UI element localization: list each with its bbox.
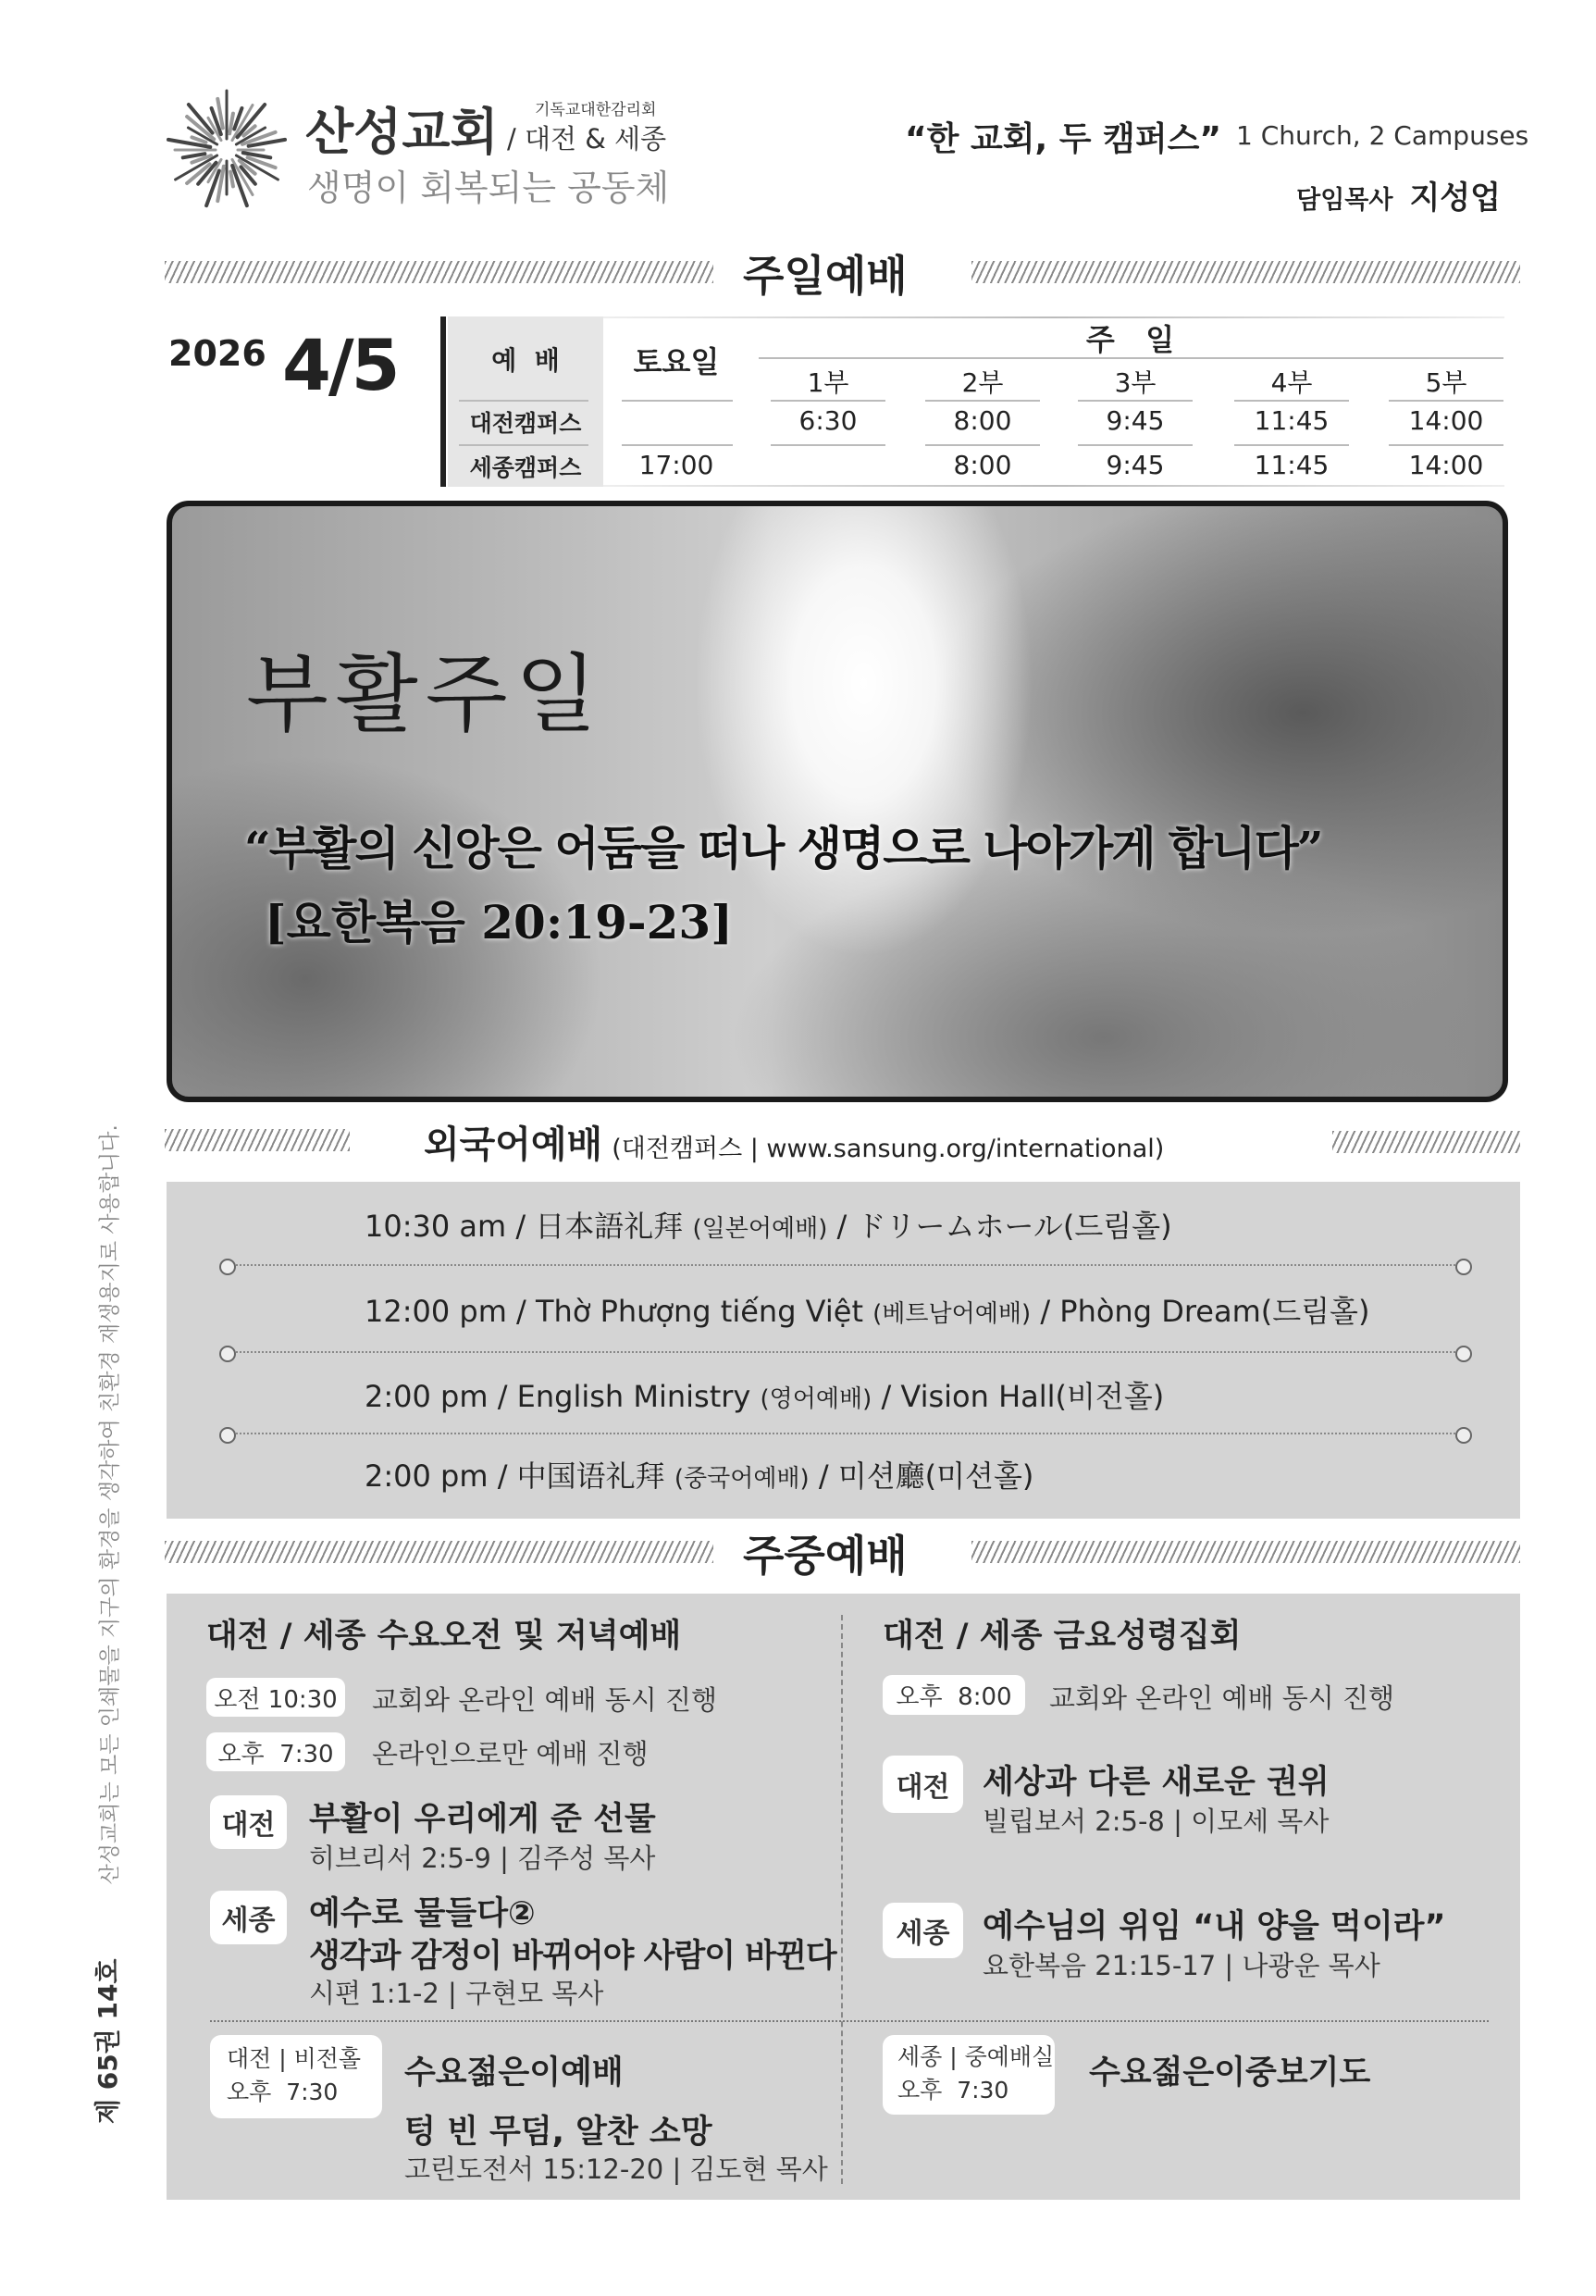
- foreign-time: 2:00 pm /: [365, 1379, 517, 1414]
- dotted-divider: [232, 1264, 1459, 1266]
- dotted-divider: [232, 1351, 1459, 1353]
- weekday-title: 주중예배: [743, 1531, 908, 1581]
- foreign-title: 외국어예배: [424, 1123, 603, 1166]
- cell-divider: [1234, 400, 1349, 402]
- foreign-name: Thờ Phượng tiếng Việt: [536, 1294, 873, 1329]
- foreign-service-row: [365, 1373, 1164, 1416]
- foreign-ko: (일본어예배): [692, 1215, 828, 1243]
- foreign-place: / Phòng Dream(드림홀): [1031, 1294, 1370, 1329]
- campus-badge-sejong: 세종: [210, 1891, 287, 1944]
- sermon-title: 예수님의 위임 “내 양을 먹이라”: [983, 1908, 1446, 1945]
- pastor-name: 지성업: [1409, 180, 1501, 217]
- foreign-ko: (베트남어예배): [872, 1300, 1032, 1328]
- divider-hatch: [971, 1541, 1520, 1563]
- fri-session-time: 오후 8:00: [883, 1675, 1025, 1715]
- sermon-title: 부활이 우리에게 준 선물: [309, 1801, 656, 1838]
- youth-location: 대전 | 비전홀: [227, 2045, 362, 2072]
- row-label-sejong: 세종캠퍼스: [469, 454, 582, 481]
- eco-notice: 산성교회는 모든 인쇄물을 지구의 환경을 생각하여 친환경 재생용지로 사용합니다.: [98, 1124, 122, 1885]
- logo-spoke: [183, 154, 205, 157]
- divider-hatch: [165, 261, 713, 283]
- denomination: 기독교대한감리회: [535, 101, 657, 119]
- foreign-name: English Ministry: [516, 1379, 761, 1414]
- easter-banner: [167, 501, 1508, 1102]
- cell-divider: [925, 400, 1040, 402]
- col-service: 예 배: [491, 345, 560, 376]
- foreign-time: 12:00 pm /: [365, 1294, 536, 1329]
- campus-badge-daejeon: 대전: [210, 1795, 287, 1849]
- wed-session-time: 오전 10:30: [206, 1678, 345, 1717]
- sejong-saturday: 17:00: [638, 450, 714, 480]
- foreign-name: 日本語礼拜: [535, 1209, 693, 1244]
- cell-divider: [1078, 400, 1193, 402]
- date: 4/5: [282, 324, 398, 406]
- foreign-place: / Vision Hall(비전홀): [872, 1379, 1165, 1414]
- foreign-subtitle: (대전캠퍼스 | www.sansung.org/international): [612, 1135, 1165, 1163]
- youth-time: 오후 7:30: [227, 2079, 339, 2105]
- foreign-place: / 미션廳(미션홀): [809, 1458, 1034, 1494]
- youth-info-box: [210, 2035, 382, 2118]
- foreign-service-row: [365, 1288, 1369, 1331]
- wed-session-time: 오후 7:30: [206, 1732, 345, 1771]
- foreign-ko: (영어예배): [760, 1385, 872, 1413]
- slogan: “한 교회, 두 캠퍼스”: [905, 120, 1222, 158]
- youth-sub: 고린도전서 15:12-20 | 김도현 목사: [404, 2153, 828, 2185]
- service-part-label: 4부: [1270, 367, 1313, 398]
- cell-divider: [1389, 444, 1503, 446]
- campus-badge-daejeon: 대전: [883, 1756, 963, 1813]
- youth-name: 수요젊은이예배: [404, 2054, 624, 2091]
- dotted-divider: [232, 1433, 1459, 1434]
- sermon-sub: 요한복음 21:15-17 | 나광운 목사: [983, 1950, 1380, 1981]
- cell-divider: [925, 444, 1040, 446]
- fri-session-desc: 교회와 온라인 예배 동시 진행: [1049, 1682, 1395, 1714]
- service-part-label: 3부: [1114, 367, 1157, 398]
- foreign-time: 2:00 pm /: [365, 1458, 517, 1494]
- banner-quote: “부활의 신앙은 어둠을 떠나 생명으로 나아가게 합니다”: [244, 821, 1322, 875]
- divider-hatch: [165, 1129, 350, 1151]
- campuses: / 대전 & 세종: [507, 123, 667, 155]
- foreign-service-row: [365, 1203, 1172, 1246]
- daejeon-time: 6:30: [798, 405, 858, 436]
- motto: 생명이 회복되는 공동체: [307, 168, 670, 208]
- daejeon-time: 9:45: [1106, 405, 1165, 436]
- wed-session-desc: 교회와 온라인 예배 동시 진행: [372, 1684, 718, 1716]
- foreign-place: / ドリームホール(드림홀): [827, 1209, 1172, 1244]
- sejong-time: 8:00: [953, 450, 1012, 480]
- sermon-sub: 시편 1:1-2 | 구현모 목사: [309, 1978, 604, 2009]
- pastor-label: 담임목사: [1296, 186, 1393, 215]
- daejeon-time: 8:00: [953, 405, 1012, 436]
- sejong-time: 9:45: [1106, 450, 1165, 480]
- cell-divider: [771, 444, 885, 446]
- sermon-sub: 빌립보서 2:5-8 | 이모세 목사: [983, 1806, 1330, 1837]
- youth-name: 수요젊은이중보기도: [1089, 2054, 1371, 2091]
- cell-divider: [771, 400, 885, 402]
- cell-divider: [1234, 444, 1349, 446]
- wed-session-desc: 온라인으로만 예배 진행: [372, 1738, 649, 1769]
- column-divider: [841, 1615, 843, 2184]
- sermon-title: 예수로 물들다②: [309, 1895, 536, 1932]
- logo-spoke: [229, 114, 233, 134]
- divider-hatch: [165, 1541, 713, 1563]
- sejong-time: 14:00: [1408, 450, 1484, 480]
- row-label-daejeon: 대전캠퍼스: [469, 410, 582, 437]
- foreign-ko: (중국어예배): [674, 1465, 810, 1493]
- cell-divider: [1078, 444, 1193, 446]
- campus-badge-sejong: 세종: [883, 1903, 963, 1958]
- foreign-name: 中国语礼拜: [516, 1458, 674, 1494]
- church-logo-icon: [167, 85, 287, 215]
- col-sunday: 주 일: [1085, 322, 1175, 357]
- banner-title: 부활주일: [246, 645, 605, 744]
- col-saturday: 토요일: [633, 344, 720, 379]
- youth-time: 오후 7:30: [897, 2077, 1009, 2104]
- logo-spoke: [230, 172, 233, 187]
- divider-hatch: [971, 261, 1520, 283]
- fri-heading: 대전 / 세종 금요성령집회: [883, 1618, 1242, 1655]
- sejong-time: 11:45: [1254, 450, 1330, 480]
- row-divider: [210, 2020, 1489, 2022]
- banner-reference: [요한복음 20:19-23]: [265, 895, 733, 949]
- daejeon-time: 11:45: [1254, 405, 1330, 436]
- divider-hatch: [1332, 1131, 1520, 1153]
- sunday-title: 주일예배: [743, 251, 908, 301]
- youth-info-box: [883, 2035, 1055, 2115]
- wed-heading: 대전 / 세종 수요오전 및 저녁예배: [206, 1618, 682, 1655]
- service-part-label: 2부: [961, 367, 1004, 398]
- church-name: 산성교회: [305, 103, 499, 161]
- service-part-label: 5부: [1425, 367, 1467, 398]
- youth-location: 세종 | 중예배실: [897, 2043, 1055, 2070]
- slogan-en: 1 Church, 2 Campuses: [1236, 120, 1529, 151]
- youth-title: 텅 빈 무덤, 알찬 소망: [404, 2114, 712, 2151]
- sermon-title-2: 생각과 감정이 바뀌어야 사람이 바뀐다: [309, 1938, 836, 1975]
- cell-divider: [1389, 400, 1503, 402]
- issue-number: 제 65권 14호: [93, 1958, 123, 2124]
- sermon-sub: 히브리서 2:5-9 | 김주성 목사: [309, 1843, 656, 1874]
- daejeon-time: 14:00: [1408, 405, 1484, 436]
- sermon-title: 세상과 다른 새로운 권위: [983, 1764, 1330, 1801]
- foreign-time: 10:30 am /: [365, 1209, 536, 1244]
- service-part-label: 1부: [807, 367, 849, 398]
- foreign-service-row: [365, 1453, 1033, 1496]
- year: 2026: [168, 333, 266, 374]
